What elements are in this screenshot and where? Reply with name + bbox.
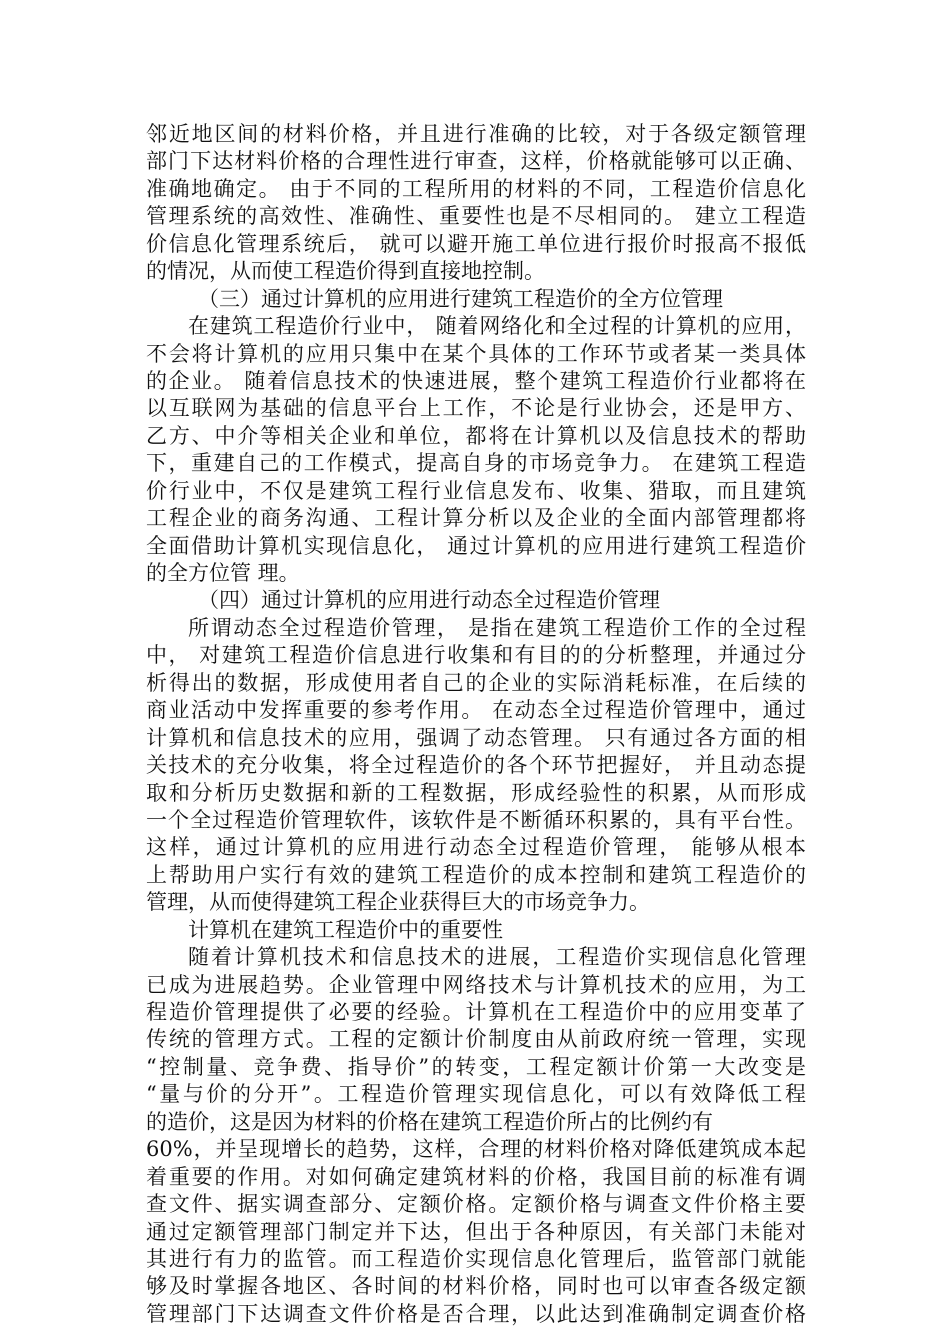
- text-line: 程造价管理提供了必要的经验。计算机在工程造价中的应用变革了: [146, 1000, 806, 1024]
- text-line: 这样，通过计算机的应用进行动态全过程造价管理， 能够从根本: [146, 835, 806, 860]
- text-line: 价行业中，不仅是建筑工程行业信息发布、收集、猎取，而且建筑: [146, 478, 806, 503]
- text-line: 全面借助计算机实现信息化， 通过计算机的应用进行建筑工程造价: [146, 533, 806, 558]
- text-line: 已成为进展趋势。企业管理中网络技术与计算机技术的应用，为工: [146, 972, 806, 997]
- text-line: 够及时掌握各地区、各时间的材料价格，同时也可以审查各级定额: [146, 1274, 806, 1299]
- text-line: 的企业。 随着信息技术的快速进展，整个建筑工程造价行业都将在: [146, 368, 806, 393]
- text-line: 的造价，这是因为材料的价格在建筑工程造价所占的比例约有: [146, 1109, 713, 1134]
- text-line: 管理，从而使得建筑工程企业获得巨大的市场竞争力。: [146, 890, 650, 915]
- text-line: 通过定额管理部门制定并下达，但出于各种原因，有关部门未能对: [146, 1219, 806, 1244]
- text-line: 管理系统的高效性、准确性、重要性也是不尽相同的。 建立工程造: [146, 204, 806, 229]
- text-line: 的全方位管 理。: [146, 561, 300, 585]
- text-line: 商业活动中发挥重要的参考作用。 在动态全过程造价管理中，通过: [146, 698, 806, 723]
- text-line: 随着计算机技术和信息技术的进展，工程造价实现信息化管理: [188, 945, 806, 970]
- text-line: 邻近地区间的材料价格，并且进行准确的比较，对于各级定额管理: [146, 122, 806, 146]
- text-line: 中， 对建筑工程造价信息进行收集和有目的的分析整理，并通过分: [146, 643, 806, 668]
- text-line: 下，重建自己的工作模式，提高自身的市场竞争力。 在建筑工程造: [146, 451, 806, 476]
- text-line: 上帮助用户实行有效的建筑工程造价的成本控制和建筑工程造价的: [146, 862, 806, 887]
- text-line: 管理部门下达调查文件价格是否合理，以此达到准确制定调查价格: [146, 1301, 806, 1326]
- text-line: 着重要的作用。对如何确定建筑材料的价格，我国目前的标准有调: [146, 1164, 806, 1189]
- text-line: 所谓动态全过程造价管理， 是指在建筑工程造价工作的全过程: [188, 615, 806, 640]
- text-line: 工程企业的商务沟通、工程计算分析以及企业的全面内部管理都将: [146, 506, 806, 531]
- text-line: “量与价的分开”。工程造价管理实现信息化，可以有效降低工程: [146, 1082, 806, 1107]
- text-line: 关技术的充分收集，将全过程造价的各个环节把握好， 并且动态提: [146, 753, 806, 778]
- text-line: 计算机在建筑工程造价中的重要性: [188, 917, 503, 942]
- text-line: “控制量、竞争费、指导价”的转变，工程定额计价第一大改变是: [146, 1054, 806, 1079]
- text-line: 准确地确定。 由于不同的工程所用的材料的不同，工程造价信息化: [146, 176, 806, 201]
- text-line: （四）通过计算机的应用进行动态全过程造价管理: [198, 588, 660, 613]
- text-line: 不会将计算机的应用只集中在某个具体的工作环节或者某一类具体: [146, 341, 806, 366]
- text-line: 在建筑工程造价行业中， 随着网络化和全过程的计算机的应用，: [188, 314, 806, 339]
- text-line: 一个全过程造价管理软件，该软件是不断循环积累的，具有平台性。: [146, 807, 806, 832]
- text-line: 其进行有力的监管。而工程造价实现信息化管理后，监管部门就能: [146, 1246, 806, 1271]
- text-line: 传统的管理方式。工程的定额计价制度由从前政府统一管理，实现: [146, 1027, 806, 1052]
- text-line: 取和分析历史数据和新的工程数据，形成经验性的积累，从而形成: [146, 780, 806, 805]
- text-line: 计算机和信息技术的应用，强调了动态管理。 只有通过各方面的相: [146, 725, 806, 750]
- text-line: 的情况，从而使工程造价得到直接地控制。: [146, 259, 545, 284]
- text-line: 查文件、据实调查部分、定额价格。定额价格与调查文件价格主要: [146, 1192, 806, 1217]
- text-line: （三）通过计算机的应用进行建筑工程造价的全方位管理: [198, 286, 723, 311]
- text-line: 部门下达材料价格的合理性进行审查，这样，价格就能够可以正确、: [146, 149, 806, 174]
- text-line: 析得出的数据，形成使用者自己的企业的实际消耗标准，在后续的: [146, 670, 806, 695]
- text-line: 以互联网为基础的信息平台上工作，不论是行业协会，还是甲方、: [146, 396, 806, 421]
- document-body: [146, 121, 806, 1328]
- text-line: 乙方、中介等相关企业和单位，都将在计算机以及信息技术的帮助: [146, 423, 806, 448]
- text-line: 60%，并呈现增长的趋势，这样，合理的材料价格对降低建筑成本起: [146, 1137, 806, 1162]
- text-line: 价信息化管理系统后， 就可以避开施工单位进行报价时报高不报低: [146, 231, 806, 256]
